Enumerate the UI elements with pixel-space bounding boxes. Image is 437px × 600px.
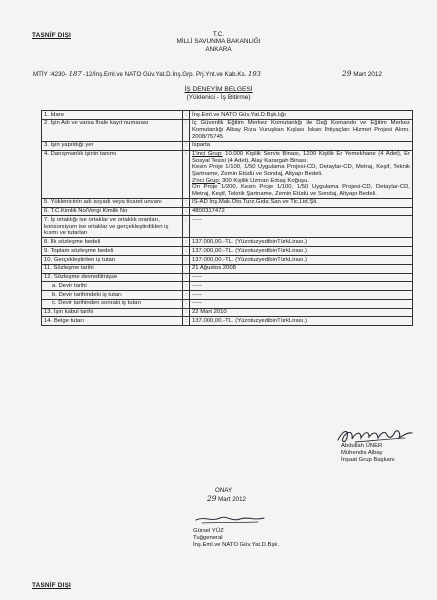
approval-label: ONAY [215, 487, 233, 494]
handwritten-day: 29 [342, 69, 352, 78]
table-row: 6. T.C.Kimlik No/Vergi Kimlik No : 4800317472 [42, 207, 413, 216]
table-row: 13. İşin kabul tarihi : 22 Mart 2010 [42, 308, 413, 317]
classification-top: TASNİF DIŞI [32, 32, 72, 39]
table-row: 8. İlk sözleşme bedeli : 137.000,00.-TL. (YüzotuzyedibinTürkLirası.) [42, 238, 413, 247]
signatory-1-block [341, 443, 395, 463]
header-ministry: MİLLİ SAVUNMA BAKANLIĞI [176, 38, 261, 46]
table-row: 4. Danışmanlık işinin tanımı : 1'inci Grup: 10.000 Kişilik Servis Binası, 1200 Kişilik Er Yemekhane (4 Adet), Er Sosyal Tesisi (4 Adet), Alay Karargah Binası. Kesin Proje 1/100, 1/50 Uygulama Projesi-CD, Detaylar-CD, Metraj, Keşif, Teknik Şartname, Zemin Etüdü ve Sondaj, Altyapı Bedeli. 2'nci Grup: 300 Kişilik Uzman Erbaş Koğuşu. Ön Proje 1/200, Kesin Proje 1/100, 1/50 Uygulama Projesi-CD, Detaylar-CD, Metraj, Keşif, Teknik Şartname, Zemin Etüdü ve Sondaj, Altyapı Bedeli. [42, 150, 413, 198]
reference-number: MTİY :4230- 187 -12/İnş.Eml.ve NATO Güv.Yat.D.İnş.Grp. Prj.Ynt.ve Kab.Ks. 193 [33, 70, 261, 78]
signatory-1-rank: Mühendis Albay [341, 449, 383, 456]
classification-bottom: TASNİF DIŞI [32, 582, 72, 589]
table-row: 12. Sözleşme devredilmişse : ----- [42, 273, 413, 282]
signatory-1-name: Abdullah ÜNER [341, 443, 383, 449]
document-title: İŞ DENEYİM BELGESİ [184, 86, 253, 93]
table-row: 9. Toplam sözleşme bedeli : 137.000,00.-TL. (YüzotuzyedibinTürkLirası.) [42, 247, 413, 256]
table-row: a. Devir tarihi : ----- [42, 282, 413, 291]
table-row: 10. Gerçekleştirilen iş tutarı : 137.000,00.-TL. (YüzotuzyedibinTürkLirası.) [42, 255, 413, 264]
document-date: 29 Mart 2012 [342, 69, 382, 78]
signatory-1-title: İnşaat Grup Başkanı [341, 456, 395, 463]
table-row: 2. İşin Adı ve varsa İhale kayıt numarası : İç Güvenlik Eğitim Merkez Komutanlığı ile Dağ Komando ve Eğitim Merkez Komutanlığı Albay Rıza Vuruşkan Kışlası İskan İhtiyaçları Hizmet Projesi Alımı. 2008/75745 [42, 119, 413, 141]
table-row: 14. Belge tutarı : 137.000,00.-TL. (YüzotuzyedibinTürkLirası.) [42, 317, 413, 326]
signatory-2-block [193, 528, 279, 548]
approval-handwritten-day: 29 [207, 494, 217, 503]
handwritten-number-2: 193 [248, 70, 261, 78]
handwritten-number-1: 187 [68, 70, 82, 78]
document-subtitle: (Yüklenici - İş Bitirme) [186, 94, 251, 101]
table-row: 1. İdare : İnş.Eml.ve NATO Güv.Yat.D.Bşk.lığı [42, 111, 413, 120]
table-row: b. Devir tarihindeki iş tutarı : ----- [42, 291, 413, 300]
consultancy-description: 1'inci Grup: 10.000 Kişilik Servis Binası, 1200 Kişilik Er Yemekhane (4 Adet), Er Sosyal Tesisi (4 Adet), Alay Karargah Binası. Kesin Proje 1/100, 1/50 Uygulama Projesi-CD, Detaylar-CD, Metraj, Keşif, Teknik Şartname, Zemin Etüdü ve Sondaj, Altyapı Bedeli. 2'nci Grup: 300 Kişilik Uzman Erbaş Koğuşu. Ön Proje 1/200, Kesin Proje 1/100, 1/50 Uygulama Projesi-CD, Detaylar-CD, Metraj, Keşif, Teknik Şartname, Zemin Etüdü ve Sondaj, Altyapı Bedeli. [190, 150, 413, 198]
header-tc: T.C. [212, 31, 225, 38]
approval-block [207, 487, 246, 504]
table-row: 7. İş ortaklığı ise ortaklar ve ortaklık oranları, konsorsiyum ise ortaklar ve gerçekleştirdikleri iş kısmı ve tutarları : ----- [42, 216, 413, 238]
signatory-2-name: Gürsel YÜZ [193, 528, 224, 534]
experience-table [41, 110, 413, 326]
signatory-2-title: İnş.Eml.ve NATO Güv.Yat.D.Bşk. [193, 541, 279, 548]
header-block [0, 31, 437, 53]
approval-date: 29 Mart 2012 [207, 494, 246, 503]
signatory-2-rank: Tuğgeneral [193, 534, 223, 541]
signature-2 [192, 510, 272, 528]
table-row: 5. Yüklenicinin adı soyadı veya ticaret unvanı : İS-AD İnş.Mak.Oto.Turz.Gıda San.ve Tic.Ltd.Şti. [42, 198, 413, 207]
header-city: ANKARA [205, 45, 232, 53]
table-row: 11. Sözleşme tarihi : 21 Ağustos 2008 [42, 264, 413, 273]
table-row: c. Devir tarihinden sonraki iş tutarı : ----- [42, 299, 413, 308]
table-row: 3. İşin yapıldığı yer : Isparta [42, 141, 413, 150]
